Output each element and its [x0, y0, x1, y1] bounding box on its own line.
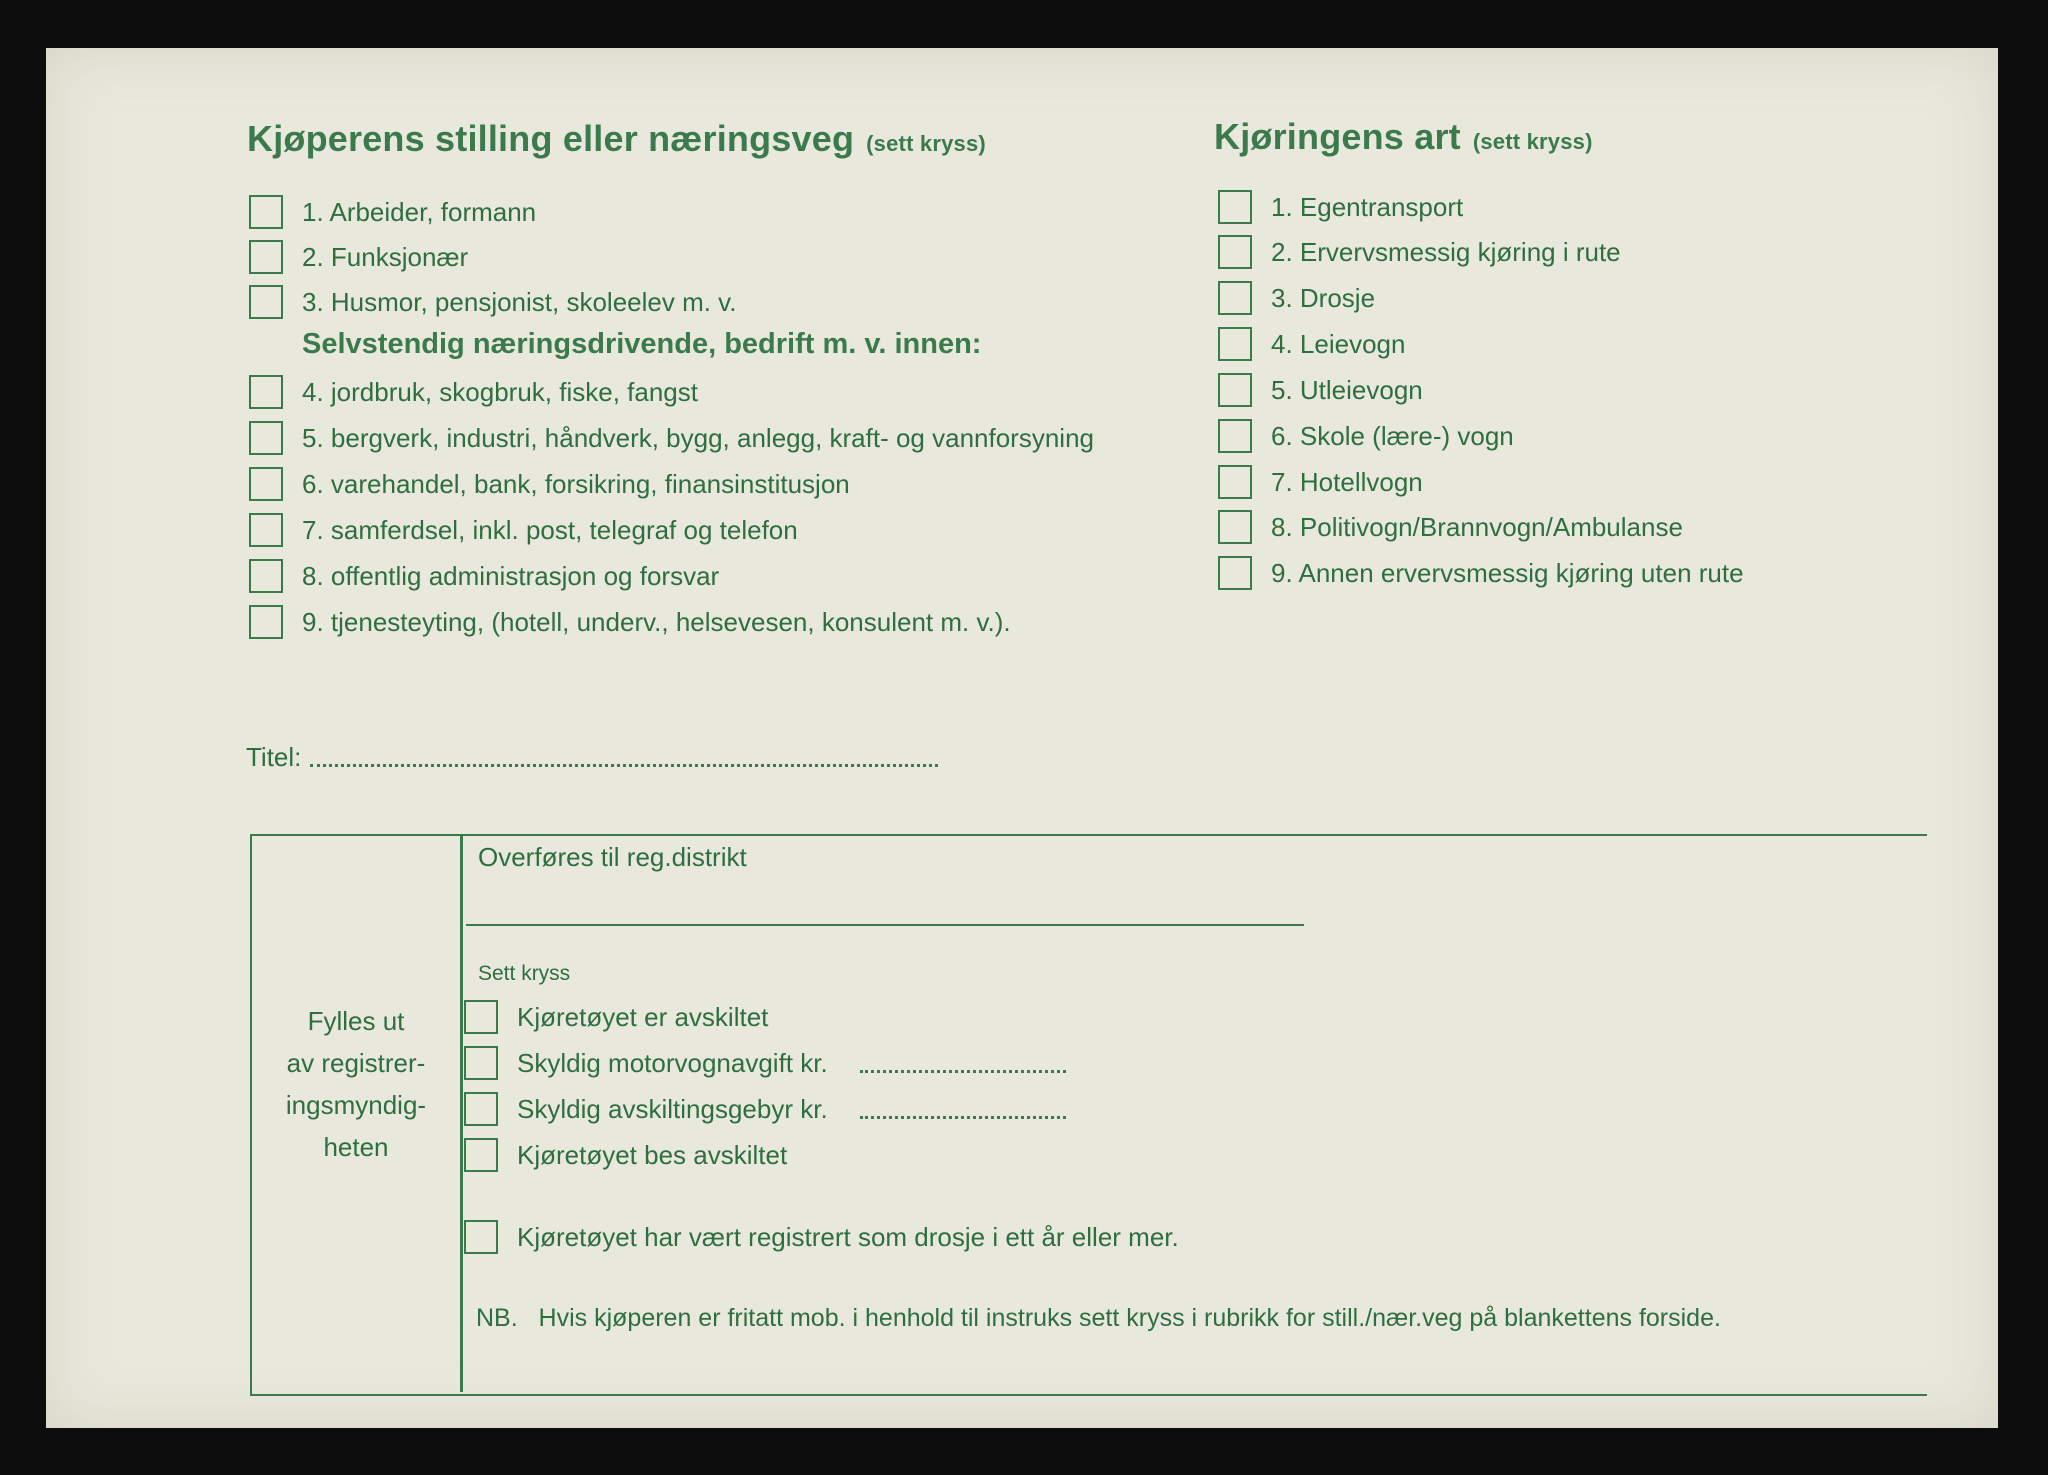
checkbox[interactable]	[464, 1138, 498, 1172]
checkbox[interactable]	[1218, 190, 1252, 224]
transfer-district-label: Overføres til reg.distrikt	[478, 842, 747, 872]
check-deregistered[interactable]: Kjøretøyet er avskiltet	[464, 1000, 768, 1034]
sett-kryss-label: Sett kryss	[478, 962, 571, 985]
registration-side-label: Fylles ut av registrer- ingsmyndig- heten	[285, 1006, 427, 1162]
checkbox[interactable]	[249, 467, 283, 501]
checkbox[interactable]	[1218, 510, 1252, 544]
occupation-option-2[interactable]: 2. Funksjonær	[249, 240, 468, 274]
transfer-district-field[interactable]	[466, 924, 1304, 926]
checkbox[interactable]	[464, 1220, 498, 1254]
checkbox[interactable]	[249, 285, 283, 319]
buyer-occupation-hint: (sett kryss)	[866, 131, 986, 156]
checkbox[interactable]	[249, 240, 283, 274]
nb-label: NB.	[476, 1304, 518, 1332]
driving-option-9[interactable]: 9. Annen ervervsmessig kjøring uten rute	[1218, 556, 1744, 590]
driving-option-5[interactable]: 5. Utleievogn	[1218, 373, 1423, 407]
checkbox[interactable]	[1218, 373, 1252, 407]
titel-label: Titel:	[246, 742, 302, 772]
occupation-option-6[interactable]: 6. varehandel, bank, forsikring, finansinstitusjon	[249, 467, 850, 501]
checkbox[interactable]	[249, 195, 283, 229]
driving-type-heading	[1214, 116, 1593, 158]
check-deregistration-fee[interactable]: Skyldig avskiltingsgebyr kr.	[464, 1092, 828, 1126]
checkbox[interactable]	[249, 421, 283, 455]
checkbox[interactable]	[249, 375, 283, 409]
buyer-occupation-heading	[247, 118, 986, 160]
occupation-option-1[interactable]: 1. Arbeider, formann	[249, 195, 536, 229]
driving-type-title: Kjøringens art	[1214, 116, 1461, 157]
titel-field[interactable]	[310, 764, 938, 767]
checkbox[interactable]	[1218, 556, 1252, 590]
checkbox[interactable]	[1218, 235, 1252, 269]
checkbox[interactable]	[249, 513, 283, 547]
occupation-option-3[interactable]: 3. Husmor, pensjonist, skoleelev m. v.	[249, 285, 736, 319]
self-employed-subheading: Selvstendig næringsdrivende, bedrift m. v. innen:	[302, 328, 982, 360]
occupation-option-9[interactable]: 9. tjenesteyting, (hotell, underv., helsevesen, konsulent m. v.).	[249, 605, 1011, 639]
driving-option-1[interactable]: 1. Egentransport	[1218, 190, 1463, 224]
occupation-option-8[interactable]: 8. offentlig administrasjon og forsvar	[249, 559, 719, 593]
checkbox[interactable]	[464, 1092, 498, 1126]
check-registered-as-taxi[interactable]: Kjøretøyet har vært registrert som drosje i ett år eller mer.	[464, 1220, 1179, 1254]
nb-note	[476, 1304, 1721, 1333]
checkbox[interactable]	[1218, 281, 1252, 315]
checkbox[interactable]	[1218, 419, 1252, 453]
check-request-deregistration[interactable]: Kjøretøyet bes avskiltet	[464, 1138, 787, 1172]
deregistration-fee-amount-field[interactable]	[860, 1116, 1066, 1119]
checkbox[interactable]	[249, 559, 283, 593]
checkbox[interactable]	[464, 1000, 498, 1034]
occupation-option-5[interactable]: 5. bergverk, industri, håndverk, bygg, anlegg, kraft- og vannforsyning	[249, 421, 1094, 455]
nb-text: Hvis kjøperen er fritatt mob. i henhold til instruks sett kryss i rubrikk for still./nær.veg på blankettens forside.	[538, 1304, 1721, 1332]
driving-option-2[interactable]: 2. Ervervsmessig kjøring i rute	[1218, 235, 1621, 269]
driving-option-4[interactable]: 4. Leievogn	[1218, 327, 1405, 361]
driving-option-3[interactable]: 3. Drosje	[1218, 281, 1375, 315]
occupation-option-7[interactable]: 7. samferdsel, inkl. post, telegraf og telefon	[249, 513, 798, 547]
driving-option-6[interactable]: 6. Skole (lære-) vogn	[1218, 419, 1514, 453]
motor-vehicle-tax-amount-field[interactable]	[860, 1070, 1066, 1073]
check-motor-vehicle-tax[interactable]: Skyldig motorvognavgift kr.	[464, 1046, 828, 1080]
checkbox[interactable]	[464, 1046, 498, 1080]
driving-option-8[interactable]: 8. Politivogn/Brannvogn/Ambulanse	[1218, 510, 1683, 544]
registration-box-divider	[460, 834, 463, 1392]
checkbox[interactable]	[1218, 327, 1252, 361]
checkbox[interactable]	[249, 605, 283, 639]
driving-option-7[interactable]: 7. Hotellvogn	[1218, 465, 1423, 499]
buyer-occupation-title: Kjøperens stilling eller næringsveg	[247, 118, 855, 159]
occupation-option-4[interactable]: 4. jordbruk, skogbruk, fiske, fangst	[249, 375, 698, 409]
checkbox[interactable]	[1218, 465, 1252, 499]
driving-type-hint: (sett kryss)	[1472, 129, 1593, 154]
